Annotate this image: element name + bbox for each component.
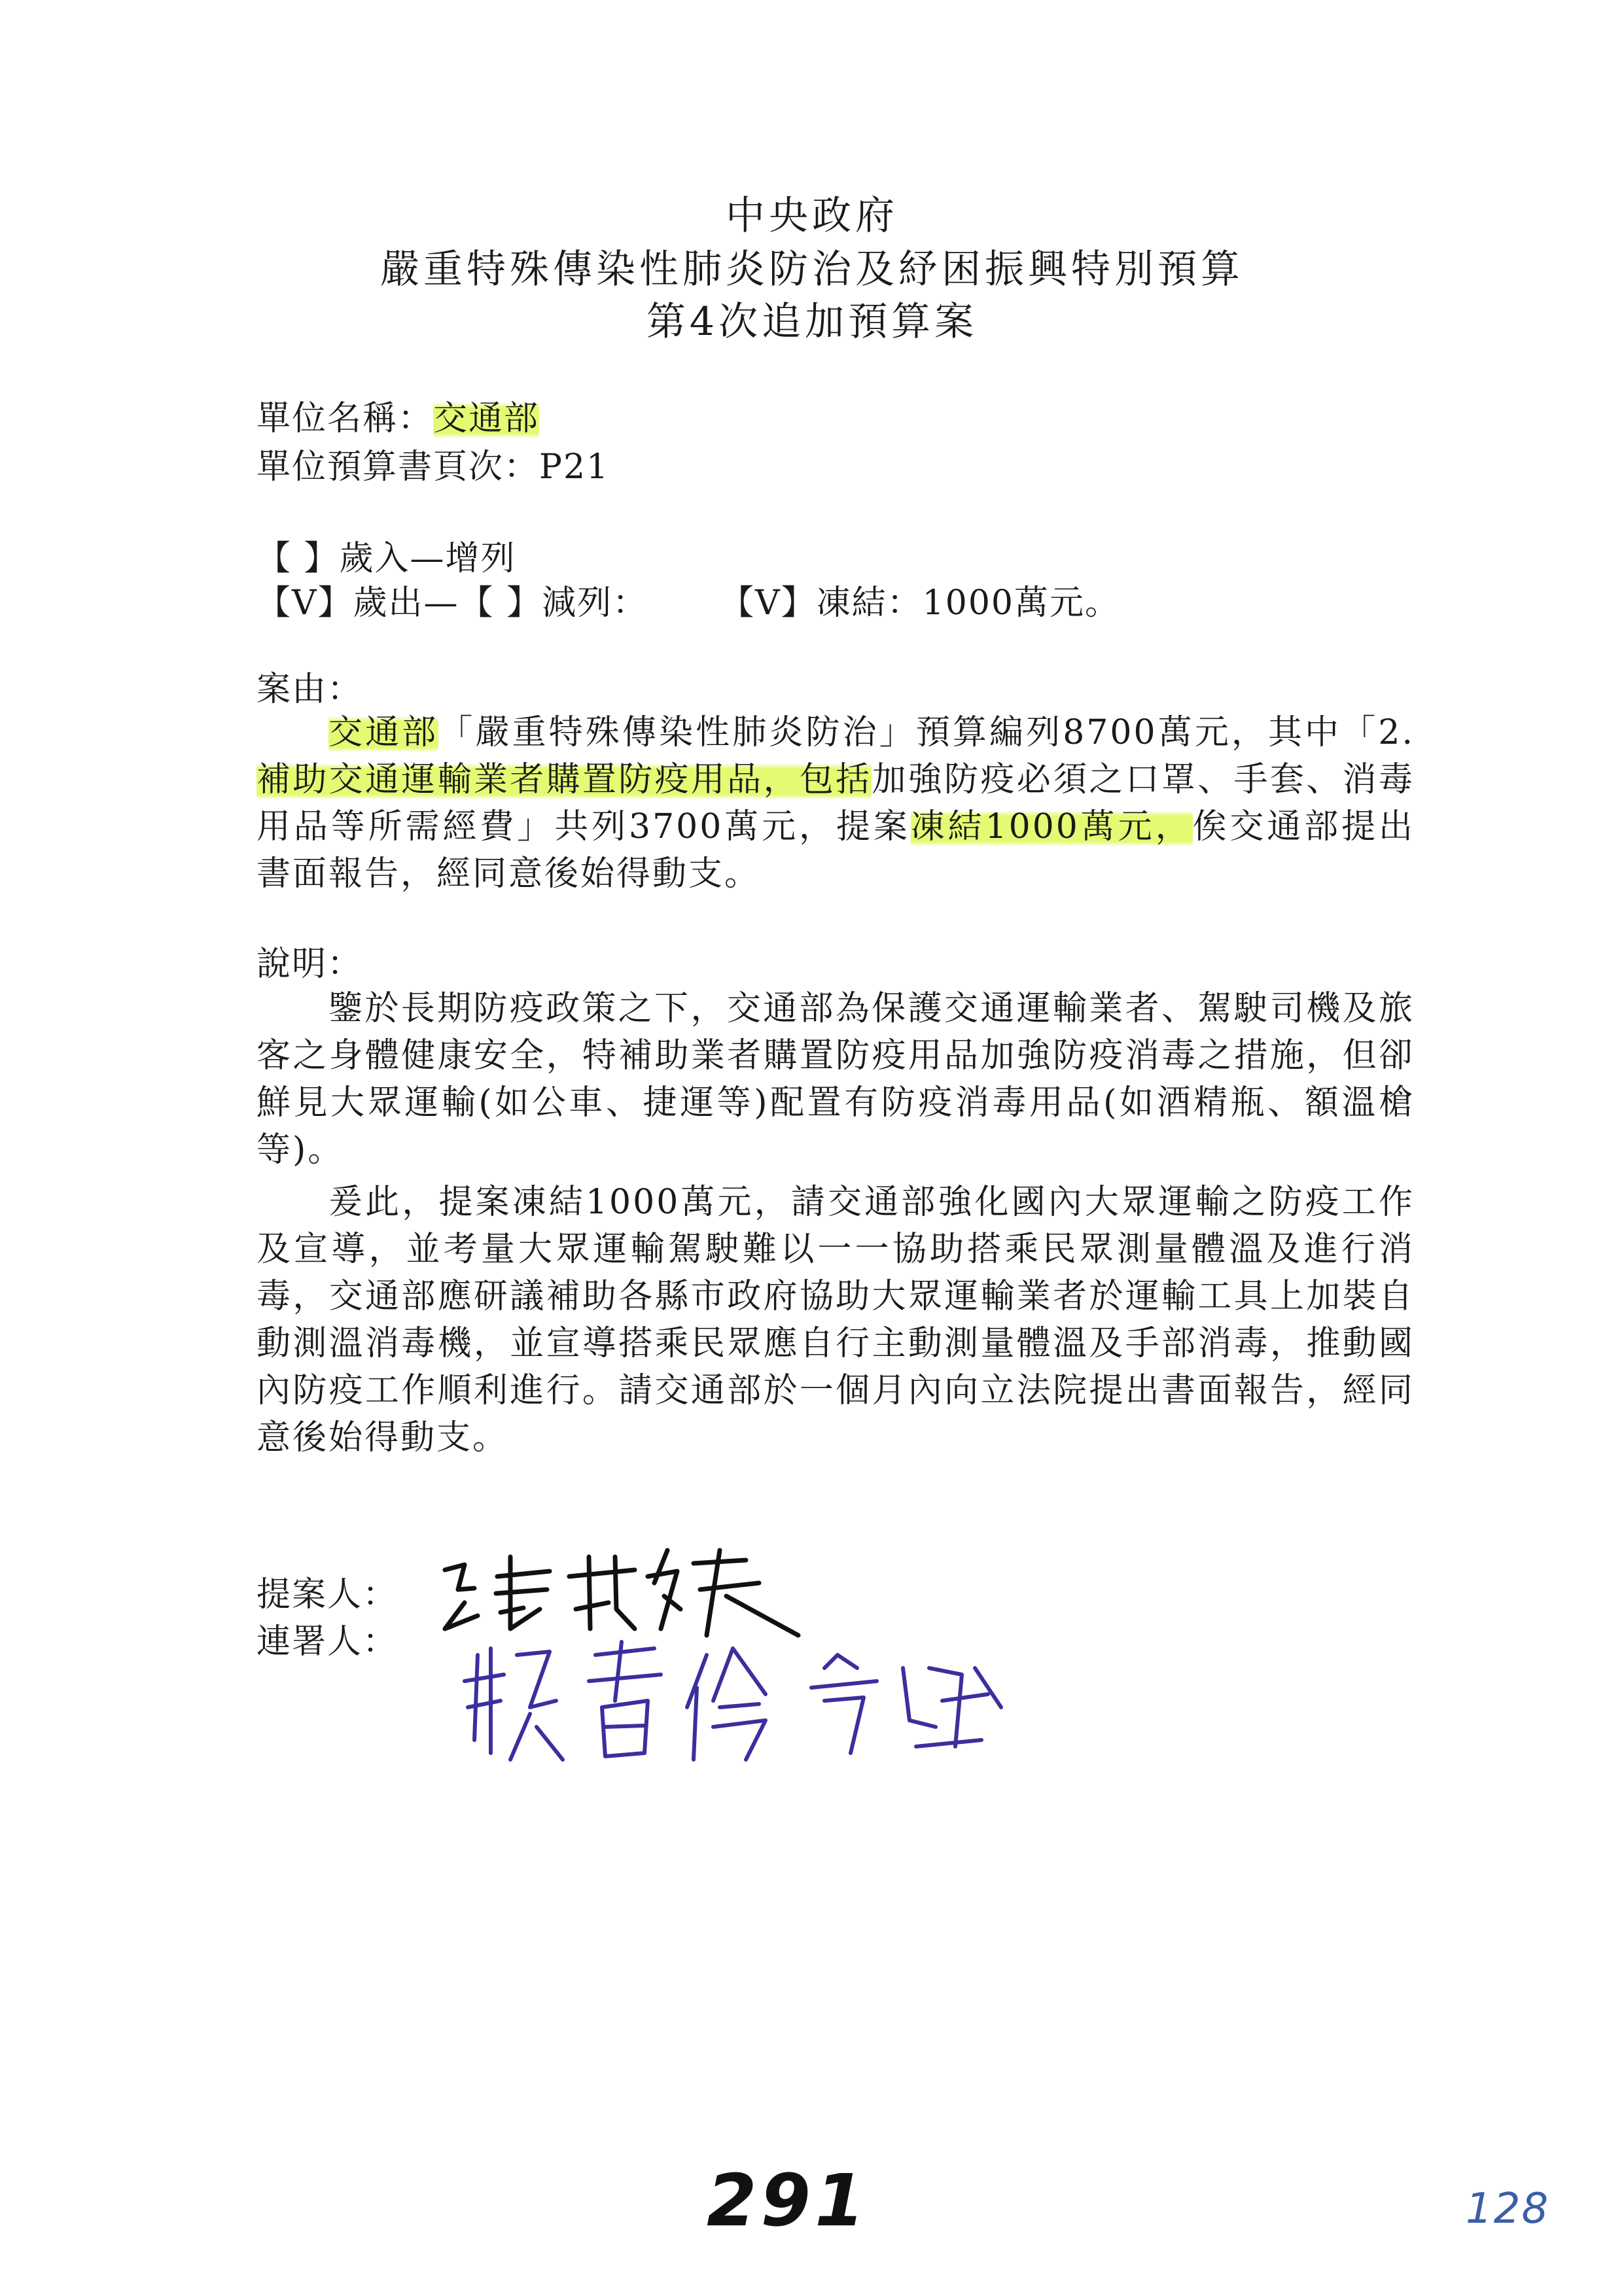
unit-name-value: 交通部 bbox=[433, 399, 540, 438]
handwritten-center-number: 291 bbox=[707, 2159, 869, 2242]
expenditure-option-row bbox=[256, 583, 1120, 623]
unit-name-label: 單位名稱： bbox=[256, 399, 434, 438]
explanation-heading: 說明： bbox=[256, 945, 363, 984]
expenditure-option: 【V】歲出—【 】減列： bbox=[256, 583, 648, 623]
reason-text-4: 加強防疫必須之口罩、手套、消毒用品等所需經費」共列3700萬元，提案 bbox=[256, 760, 1415, 846]
revenue-option: 【 】歲入—增列 bbox=[256, 539, 516, 578]
reason-highlight-3: 補助交通運輸業者購置防疫用品，包括 bbox=[256, 760, 872, 799]
header-line-3: 第4次追加預算案 bbox=[646, 299, 978, 345]
unit-page-label: 單位預算書頁次： bbox=[256, 447, 540, 487]
cosigner-label: 連署人： bbox=[256, 1622, 398, 1661]
proposer-label: 提案人： bbox=[256, 1575, 398, 1614]
explanation-text-2: 爰此，提案凍結1000萬元，請交通部強化國內大眾運輸之防疫工作及宣導，並考量大眾運輸駕駛難以一一協助搭乘民眾測量體溫及進行消毒，交通部應研議補助各縣市政府協助大眾運輸業者於運輸工具上加裝自動測溫消毒機，並宣導搭乘民眾應自行主動測量體溫及手部消毒，推動國內防疫工作順利進行。請交通部於一個月內向立法院提出書面報告，經同意後始得動支。 bbox=[256, 1183, 1415, 1457]
header-line-2: 嚴重特殊傳染性肺炎防治及紓困振興特別預算 bbox=[380, 247, 1244, 292]
unit-page-row bbox=[256, 447, 610, 487]
unit-page-value: P21 bbox=[539, 447, 610, 487]
reason-highlight-1: 交通部 bbox=[328, 713, 439, 752]
handwritten-corner-number: 128 bbox=[1466, 2185, 1550, 2233]
reason-paragraph bbox=[256, 709, 1415, 897]
freeze-option: 【V】凍結：1000萬元。 bbox=[720, 583, 1120, 623]
explanation-text-1: 鑒於長期防疫政策之下，交通部為保護交通運輸業者、駕駛司機及旅客之身體健康安全，特補助業者購置防疫用品加強防疫消毒之措施，但卻鮮見大眾運輸(如公車、捷運等)配置有防疫消毒用品(如酒精瓶、額溫槍等)。 bbox=[256, 989, 1415, 1170]
header-line-1: 中央政府 bbox=[726, 193, 898, 239]
reason-text-6: 俟交通部提出書面報告，經同意後始得動支。 bbox=[256, 807, 1415, 894]
cosigner-signature bbox=[458, 1629, 1021, 1773]
reason-highlight-5: 凍結1000萬元， bbox=[910, 807, 1193, 846]
unit-name-row bbox=[256, 399, 540, 438]
reason-text-2: 「嚴重特殊傳染性肺炎防治」預算編列8700萬元，其中「2. bbox=[438, 713, 1415, 752]
explanation-paragraph-2 bbox=[256, 1179, 1415, 1461]
reason-heading: 案由： bbox=[256, 670, 363, 709]
explanation-paragraph-1 bbox=[256, 985, 1415, 1174]
